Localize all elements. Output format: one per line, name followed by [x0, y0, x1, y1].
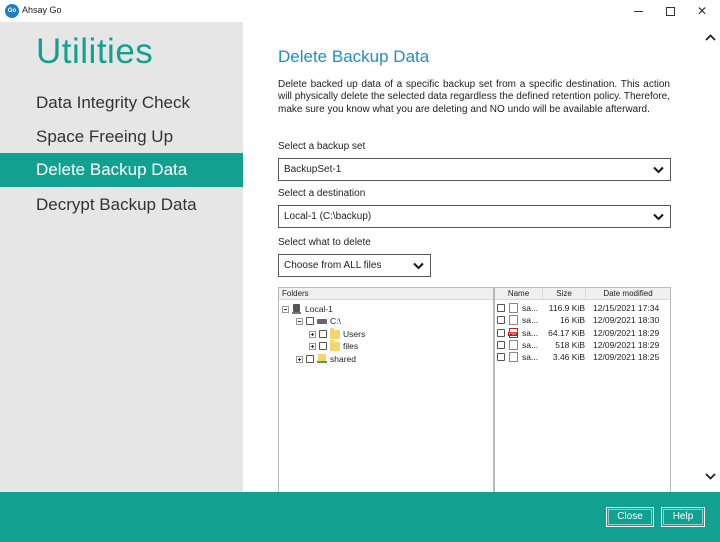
sidebar-item-space-freeing-up[interactable]: Space Freeing Up — [36, 127, 174, 146]
drive-icon — [317, 319, 327, 324]
file-checkbox[interactable] — [497, 341, 505, 349]
chevron-down-icon — [413, 261, 424, 270]
sidebar-item-data-integrity-check[interactable]: Data Integrity Check — [36, 93, 191, 112]
file-row[interactable] — [495, 302, 671, 314]
what-to-delete-label: Select what to delete — [278, 237, 371, 248]
column-header-size[interactable]: Size — [543, 288, 586, 300]
file-row[interactable] — [495, 314, 671, 326]
tree-node-users[interactable] — [309, 328, 365, 340]
computer-icon — [292, 304, 301, 314]
what-to-delete-select[interactable] — [278, 254, 431, 277]
scroll-down-icon[interactable] — [705, 472, 716, 480]
file-row[interactable] — [495, 351, 671, 363]
page-description: Delete backed up data of a specific backup set from a specific destination. This action will physically delete the selected data regardless the defined retention policy. Therefore, make sure you know what you are deleting and NO undo will be available afterward. — [278, 79, 670, 115]
collapse-toggle-icon[interactable] — [296, 318, 303, 325]
tree-checkbox[interactable] — [319, 342, 327, 350]
file-date: 12/09/2021 18:29 — [593, 328, 660, 338]
tree-node-local-1[interactable] — [282, 303, 333, 315]
file-checkbox[interactable] — [497, 353, 505, 361]
file-checkbox[interactable] — [497, 316, 505, 324]
close-icon: ✕ — [696, 4, 708, 18]
sidebar-item-delete-backup-data[interactable]: Delete Backup Data — [0, 153, 243, 187]
chevron-down-icon — [653, 165, 664, 174]
file-size: 16 KiB — [559, 315, 585, 325]
shared-folder-icon — [317, 354, 327, 364]
file-name: sa... — [522, 328, 539, 338]
tree-checkbox[interactable] — [306, 317, 314, 325]
file-size: 518 KiB — [555, 340, 585, 350]
file-date: 12/09/2021 18:30 — [593, 315, 660, 325]
tree-checkbox[interactable] — [319, 330, 327, 338]
tree-node-shared[interactable] — [296, 353, 356, 365]
file-name: sa... — [522, 315, 539, 325]
minimize-icon — [634, 11, 643, 12]
minimize-button[interactable] — [620, 0, 656, 22]
file-size: 64.17 KiB — [548, 328, 585, 338]
file-name: sa... — [522, 303, 539, 313]
folder-icon — [330, 342, 340, 351]
file-size: 116.9 KiB — [548, 303, 585, 313]
tree-node-files[interactable] — [309, 340, 358, 352]
tree-node-label: files — [343, 341, 359, 351]
sidebar — [0, 22, 243, 492]
tree-node-label: shared — [330, 354, 356, 364]
destination-value: Local-1 (C:\backup) — [284, 211, 372, 222]
tree-node-c-drive[interactable] — [296, 315, 341, 327]
chevron-down-icon — [653, 212, 664, 221]
scroll-up-icon[interactable] — [705, 34, 716, 42]
sidebar-item-decrypt-backup-data[interactable]: Decrypt Backup Data — [36, 195, 197, 214]
close-button[interactable]: Close — [606, 507, 654, 527]
text-file-icon — [509, 352, 518, 362]
file-date: 12/15/2021 17:34 — [593, 303, 660, 313]
file-date: 12/09/2021 18:29 — [593, 340, 660, 350]
destination-label: Select a destination — [278, 188, 366, 199]
column-header-name[interactable]: Name — [495, 288, 543, 300]
backup-set-value: BackupSet-1 — [284, 164, 342, 175]
file-checkbox[interactable] — [497, 329, 505, 337]
maximize-button[interactable] — [652, 0, 688, 22]
collapse-toggle-icon[interactable] — [282, 306, 289, 313]
maximize-icon — [666, 7, 675, 16]
footer-bar — [0, 492, 720, 542]
title-bar — [0, 0, 720, 22]
file-row[interactable] — [495, 327, 671, 339]
sidebar-title: Utilities — [36, 32, 154, 71]
folders-header: Folders — [279, 288, 493, 300]
window-close-button[interactable] — [684, 0, 720, 22]
tree-node-label: Users — [343, 329, 366, 339]
what-to-delete-value: Choose from ALL files — [284, 260, 382, 271]
expand-toggle-icon[interactable] — [296, 356, 303, 363]
expand-toggle-icon[interactable] — [309, 331, 316, 338]
folder-tree-panel — [278, 287, 494, 493]
backup-set-label: Select a backup set — [278, 141, 366, 152]
window-title: Ahsay Go — [22, 5, 62, 15]
file-list-panel — [494, 287, 671, 493]
column-header-date-modified[interactable]: Date modified — [603, 289, 653, 298]
page-title: Delete Backup Data — [278, 47, 430, 66]
app-logo-icon: Go — [5, 4, 19, 18]
text-file-icon — [509, 303, 518, 313]
file-checkbox[interactable] — [497, 304, 505, 312]
file-icon — [509, 340, 518, 350]
help-button[interactable]: Help — [661, 507, 705, 527]
file-name: sa... — [522, 352, 539, 362]
tree-node-label: C:\ — [330, 316, 341, 326]
folder-icon — [330, 330, 340, 339]
destination-select[interactable] — [278, 205, 671, 228]
tree-node-label: Local-1 — [305, 304, 333, 314]
pdf-file-icon — [509, 328, 518, 338]
file-icon — [509, 315, 518, 325]
file-name: sa... — [522, 340, 539, 350]
file-date: 12/09/2021 18:25 — [593, 352, 660, 362]
expand-toggle-icon[interactable] — [309, 343, 316, 350]
backup-set-select[interactable] — [278, 158, 671, 181]
file-row[interactable] — [495, 339, 671, 351]
file-size: 3.46 KiB — [552, 352, 585, 362]
tree-checkbox[interactable] — [306, 355, 314, 363]
main-content — [243, 22, 720, 492]
